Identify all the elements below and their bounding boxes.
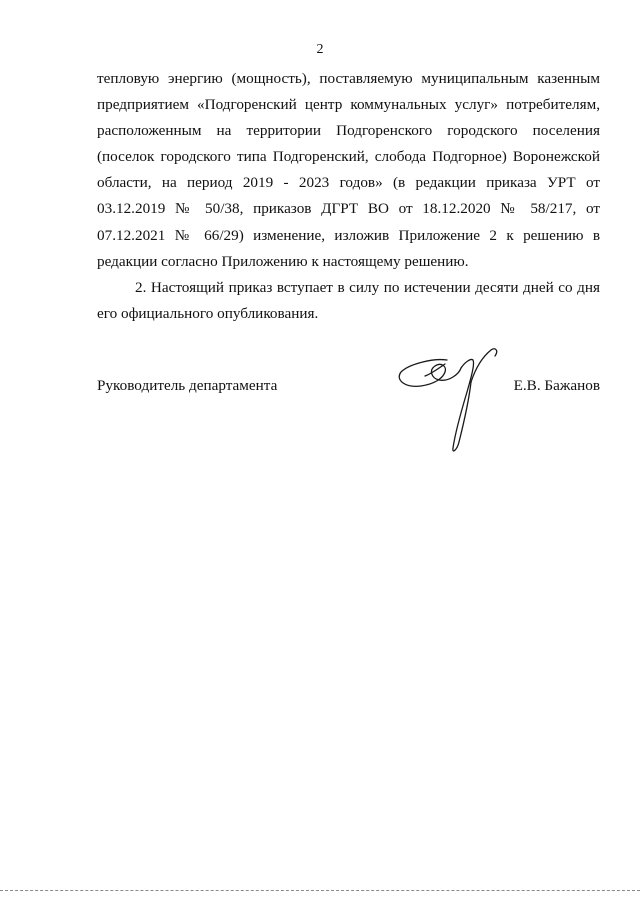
paragraph-effective-date: 2. Настоящий приказ вступает в силу по истечении десяти дней со дня его официального опубликования. bbox=[97, 278, 600, 322]
signer-name: Е.В. Бажанов bbox=[513, 377, 600, 394]
signature-stroke-hook bbox=[471, 349, 497, 382]
handwritten-signature bbox=[395, 338, 510, 458]
signer-position: Руководитель департамента bbox=[97, 377, 278, 394]
document-body bbox=[97, 66, 600, 327]
paragraph-continuation: тепловую энергию (мощность), поставляемую муниципальным казенным предприятием «Подгоренский центр коммунальных услуг» потребителям, расположенным на территории Подгоренского городского поселения (поселок городского типа Подгоренский, слобода Подгорное) Воронежской области, на период 2019 - 2023 годов» (в редакции приказа УРТ от 03.12.2019 № 50/38, приказов ДГРТ ВО от 18.12.2020 № 58/217, от 07.12.2021 № 66/29) изменение, изложив Приложение 2 к решению в редакции согласно Приложению к настоящему решению. bbox=[97, 70, 600, 270]
page-number: 2 bbox=[316, 42, 324, 57]
signature-block bbox=[97, 376, 600, 396]
bottom-divider bbox=[0, 890, 640, 891]
signature-stroke-tail bbox=[453, 359, 474, 450]
